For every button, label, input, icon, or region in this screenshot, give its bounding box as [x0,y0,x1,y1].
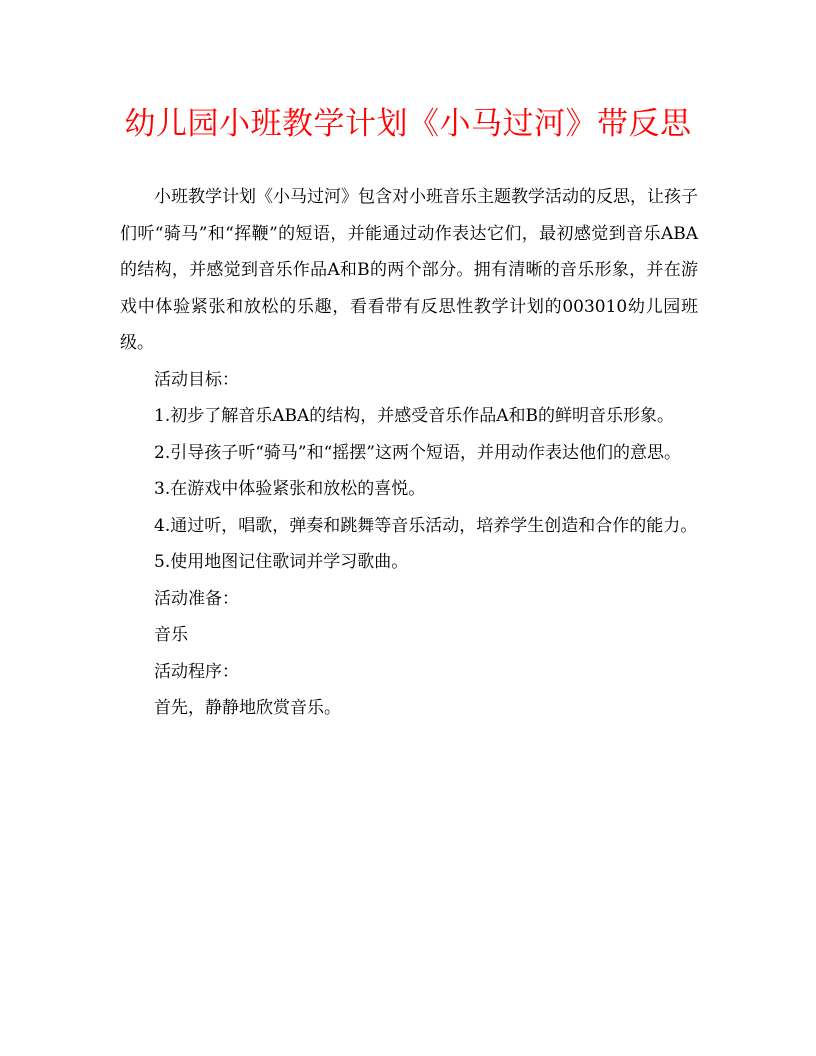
procedure-step-1: 首先，静静地欣赏音乐。 [154,698,341,718]
activity-goals-heading: 活动目标： [154,369,239,390]
document-body [120,179,698,727]
goal-item-3: 3.在游戏中体验紧张和放松的喜悦。 [154,479,426,499]
goal-item-2: 2.引导孩子听“骑马”和“摇摆”这两个短语，并用动作表达他们的意思。 [154,442,681,463]
intro-paragraph: 小班教学计划《小马过河》包含对小班音乐主题教学活动的反思，让孩子们听“骑马”和“挥鞭”的短语，并能通过动作表达它们，最初感觉到音乐ABA的结构，并感觉到音乐作品A和B的两个部分。拥有清晰的音乐形象，并在游戏中体验紧张和放松的乐趣，看看带有反思性教学计划的003010幼儿园班级。 [120,187,698,353]
document-title: 幼儿园小班教学计划《小马过河》带反思 [124,106,692,142]
preparation-item-music: 音乐 [154,625,188,645]
activity-procedure-heading: 活动程序： [154,661,239,682]
goal-item-5: 5.使用地图记住歌词并学习歌曲。 [154,552,409,572]
goal-item-4: 4.通过听，唱歌，弹奏和跳舞等音乐活动，培养学生创造和合作的能力。 [154,515,698,536]
activity-preparation-heading: 活动准备： [154,588,239,609]
goal-item-1: 1.初步了解音乐ABA的结构，并感受音乐作品A和B的鲜明音乐形象。 [154,406,675,426]
